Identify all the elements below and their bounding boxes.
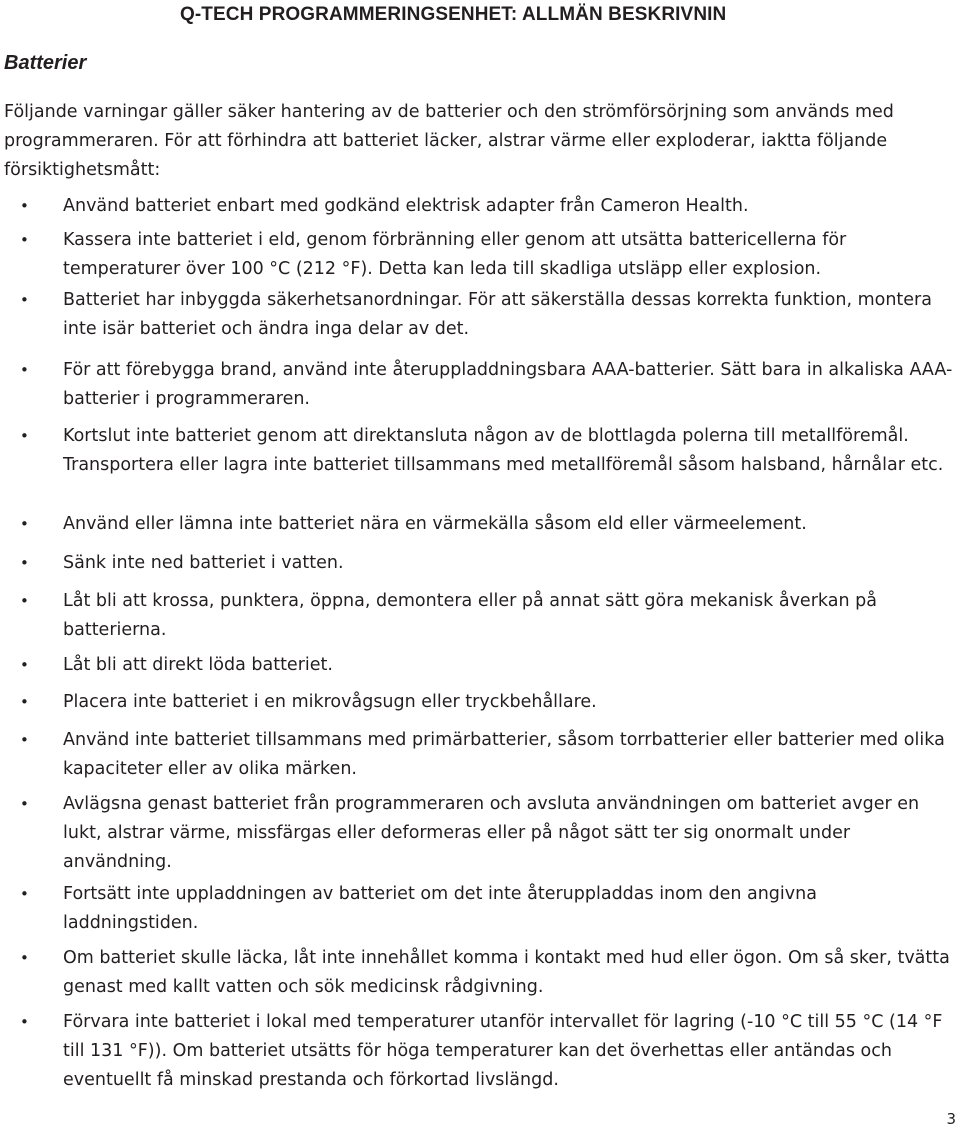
warning-text: Låt bli att direkt löda batteriet. [63, 655, 333, 675]
bullet-marker: • [20, 731, 29, 749]
warning-text: Kortslut inte batteriet genom att direktansluta någon av de blottlagda polerna till metallföremål. Transportera eller lagra inte batteriet tillsammans med metallföremål såsom halsband, hårnålar etc. [63, 426, 944, 475]
bullet-marker: • [20, 291, 29, 309]
bullet-marker: • [20, 1013, 29, 1031]
page-header: Q-TECH PROGRAMMERINGSENHET: ALLMÄN BESKRIVNIN [180, 4, 727, 25]
warning-text: Batteriet har inbyggda säkerhetsanordningar. För att säkerställa dessas korrekta funktion, montera inte isär batteriet och ändra inga delar av det. [63, 290, 932, 339]
warning-text: Avlägsna genast batteriet från programmeraren och avsluta användningen om batteriet avger en lukt, alstrar värme, missfärgas eller deformeras eller på något sätt ter sig onormalt under användning. [63, 794, 920, 872]
section-title: Batterier [4, 52, 87, 74]
warning-text: Använd inte batteriet tillsammans med primärbatterier, såsom torrbatterier eller batterier med olika kapaciteter eller av olika märken. [63, 730, 945, 779]
bullet-marker: • [20, 361, 29, 379]
warning-text: För att förebygga brand, använd inte återuppladdningsbara AAA-batterier. Sätt bara in alkaliska AAA-batterier i programmeraren. [63, 360, 953, 409]
bullet-marker: • [20, 795, 29, 813]
warning-text: Använd eller lämna inte batteriet nära en värmekälla såsom eld eller värmeelement. [63, 514, 807, 534]
bullet-marker: • [20, 554, 29, 572]
warning-text: Placera inte batteriet i en mikrovågsugn eller tryckbehållare. [63, 692, 597, 712]
warning-text: Använd batteriet enbart med godkänd elektrisk adapter från Cameron Health. [63, 196, 749, 216]
page-number: 3 [946, 1110, 956, 1128]
warning-text: Kassera inte batteriet i eld, genom förbränning eller genom att utsätta battericellerna för temperaturer över 100 °C (212 °F). Detta kan leda till skadliga utsläpp eller explosion. [63, 230, 847, 279]
bullet-marker: • [20, 427, 29, 445]
bullet-marker: • [20, 515, 29, 533]
warning-text: Förvara inte batteriet i lokal med temperaturer utanför intervallet för lagring (-10 °C till 55 °C (14 °F till 131 °F)). Om batteriet utsätts för höga temperaturer kan det överhettas eller antändas och eventuellt få minskad prestanda och förkortad livslängd. [63, 1012, 943, 1090]
bullet-marker: • [20, 693, 29, 711]
warning-text: Fortsätt inte uppladdningen av batteriet om det inte återuppladdas inom den angivna laddningstiden. [63, 884, 817, 933]
bullet-marker: • [20, 949, 29, 967]
intro-paragraph: Följande varningar gäller säker hantering av de batterier och den strömförsörjning som används med programmeraren. För att förhindra att batteriet läcker, alstrar värme eller exploderar, iaktta följande försiktighetsmått: [4, 102, 894, 180]
bullet-marker: • [20, 885, 29, 903]
warning-text: Låt bli att krossa, punktera, öppna, demontera eller på annat sätt göra mekanisk åverkan på batterierna. [63, 591, 877, 640]
warning-text: Sänk inte ned batteriet i vatten. [63, 553, 344, 573]
bullet-marker: • [20, 231, 29, 249]
bullet-marker: • [20, 197, 29, 215]
bullet-marker: • [20, 592, 29, 610]
warning-text: Om batteriet skulle läcka, låt inte innehållet komma i kontakt med hud eller ögon. Om så sker, tvätta genast med kallt vatten och sök medicinsk rådgivning. [63, 948, 950, 997]
bullet-marker: • [20, 656, 29, 674]
